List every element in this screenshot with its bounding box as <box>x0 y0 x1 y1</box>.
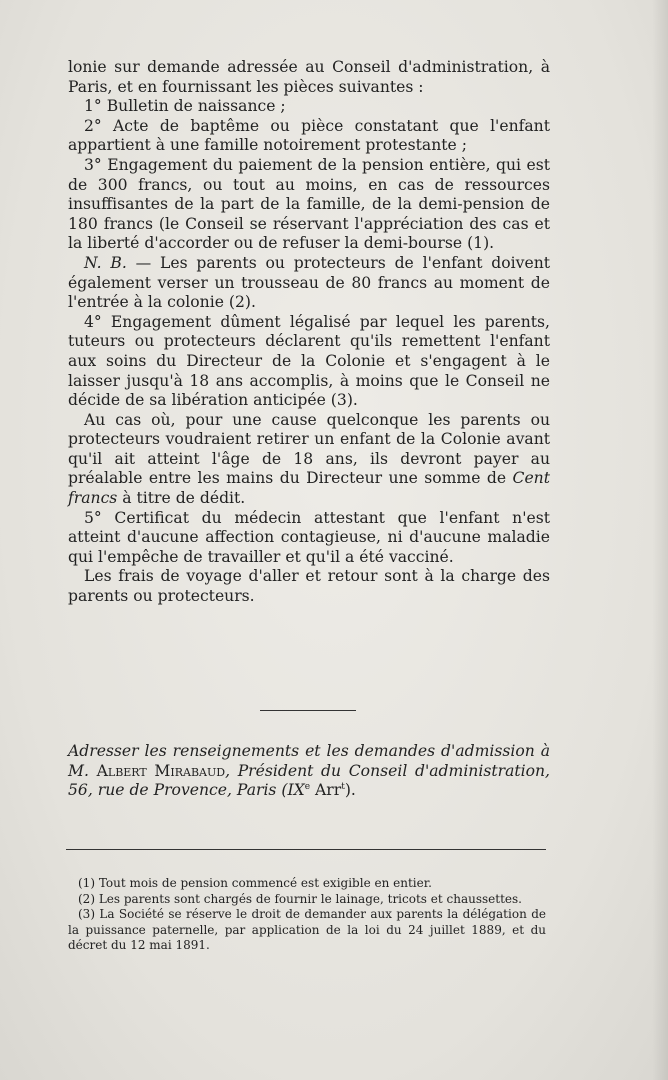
footnote-2: (2) Les parents sont chargés de fournir le lainage, tricots et chaussettes. <box>78 891 522 906</box>
address-text-d: ). <box>344 781 356 800</box>
paragraph-intro: lonie sur demande adressée au Conseil d'administration, à Paris, et en fournissant les pièces suivantes : <box>68 58 550 96</box>
paragraph-withdrawal <box>68 411 550 509</box>
item-5-number: 5° <box>84 508 102 527</box>
nota-bene <box>68 254 550 313</box>
address-text-c: Arr <box>315 781 342 800</box>
item-1-text: Bulletin de naissance ; <box>106 97 286 116</box>
item-3-text: Engagement du paiement de la pension entière, qui est de 300 francs, ou tout au moins, en cas de ressources insuffisantes de la part de la famille, de la demi-pension de 180 francs (le Conseil se réservant l'appréciation des cas et la liberté d'accorder ou de refuser la demi-bourse (1). <box>68 155 550 253</box>
item-4-number: 4° <box>84 312 102 331</box>
main-text <box>68 58 550 607</box>
item-5-text: Certificat du médecin attestant que l'enfant n'est atteint d'aucune affection contagieuse, ni d'aucune maladie qui l'empêche de travailler et qu'il a été vacciné. <box>68 508 550 566</box>
footnote-1: (1) Tout mois de pension commencé est exigible en entier. <box>78 876 432 890</box>
paragraph-travel-costs: Les frais de voyage d'aller et retour sont à la charge des parents ou protecteurs. <box>68 567 550 606</box>
page-edge-shadow <box>652 0 668 1080</box>
item-5 <box>68 509 550 568</box>
item-2-text: Acte de baptême ou pièce constatant que l'enfant appartient à une famille notoirement protestante ; <box>68 116 550 155</box>
section-divider <box>260 710 356 711</box>
address-text-a: Adresser les renseignements et les demandes d'admission à M. <box>68 742 550 780</box>
address-block <box>68 742 550 801</box>
withdrawal-amount: Cent francs <box>68 469 550 508</box>
withdrawal-text-a: Au cas où, pour une cause quelconque les parents ou protecteurs voudraient retirer un enfant de la Colonie avant qu'il ait atteint l'âge de 18 ans, ils devront payer au préalable entre les mains du Directeur une somme de <box>68 410 550 488</box>
nota-bene-label: N. B. <box>84 253 127 272</box>
footnote-divider <box>66 849 546 850</box>
item-3 <box>68 156 550 254</box>
arrondissement-abbrev-superscript: t <box>341 782 345 792</box>
item-4 <box>68 313 550 411</box>
item-2-number: 2° <box>84 116 102 135</box>
address-text-b: , Président du Conseil d'administration, 56, rue de Provence, Paris (IX <box>68 761 551 800</box>
footnotes <box>68 876 546 954</box>
withdrawal-text-b: à titre de dédit. <box>122 489 246 508</box>
footnote-3: (3) La Société se réserve le droit de demander aux parents la délégation de la puissance paternelle, par application de la loi du 24 juillet 1889, et du décret du 12 mai 1891. <box>68 907 546 952</box>
nota-bene-text: — Les parents ou protecteurs de l'enfant doivent également verser un trousseau de 80 francs au moment de l'entrée à la colonie (2). <box>68 253 551 312</box>
arrondissement-superscript: e <box>304 782 311 792</box>
item-4-text: Engagement dûment légalisé par lequel les parents, tuteurs ou protecteurs déclarent qu'ils remettent l'enfant aux soins du Directeur de la Colonie et s'engagent à le laisser jusqu'à 18 ans accomplis, à moins que le Conseil ne décide de sa libération anticipée (3). <box>68 312 550 410</box>
item-1 <box>68 97 550 117</box>
president-name: Albert Mirabaud <box>96 761 226 780</box>
item-2 <box>68 117 550 156</box>
item-1-number: 1° <box>84 97 102 116</box>
item-3-number: 3° <box>84 155 102 174</box>
